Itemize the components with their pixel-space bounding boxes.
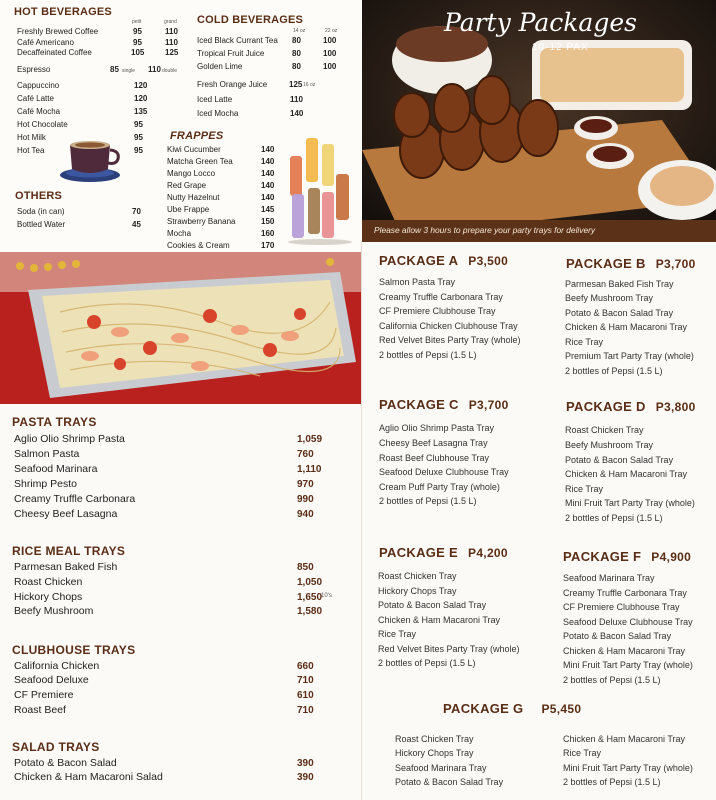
hot-beverages-title: HOT BEVERAGES (14, 6, 112, 18)
package-f-title (563, 549, 691, 564)
package-e-title (379, 545, 508, 560)
package-item: Seafood Deluxe Clubhouse Tray (379, 467, 509, 477)
cold-beverages-title: COLD BEVERAGES (197, 14, 304, 26)
menu-item-price: 150 (261, 217, 275, 226)
package-price: P4,200 (468, 546, 508, 560)
party-hero-image (362, 0, 716, 242)
menu-item-price: 125 (289, 80, 303, 89)
package-item: 2 bottles of Pepsi (1.5 L) (565, 366, 663, 376)
package-item: Roast Chicken Tray (395, 734, 474, 744)
package-item: Hickory Chops Tray (395, 748, 474, 758)
menu-item-name: Mocha (167, 229, 192, 238)
menu-item-price: 135 (134, 107, 148, 116)
tray-item-name: Roast Chicken (14, 576, 83, 588)
menu-item-name: Cookies & Cream (167, 241, 230, 250)
tray-item-price: 710 (297, 705, 314, 716)
package-item: Rice Tray (378, 629, 417, 639)
package-b-title (566, 256, 696, 271)
col-grand: grand (164, 19, 177, 25)
menu-item-price: 70 (132, 207, 141, 216)
tray-item-name: CF Premiere (14, 689, 74, 701)
party-heading: Party Packages (444, 8, 637, 37)
tray-item-name: Shrimp Pesto (14, 478, 78, 490)
package-item: 2 bottles of Pepsi (1.5 L) (563, 675, 661, 685)
package-name: PACKAGE E (379, 545, 459, 560)
package-item: Potato & Bacon Salad Tray (565, 308, 674, 318)
tray-item-price: 990 (297, 494, 314, 505)
package-item: Potato & Bacon Salad Tray (563, 631, 672, 641)
rice-meal-trays-title: RICE MEAL TRAYS (12, 544, 126, 558)
tray-item-name: Cheesy Beef Lasagna (14, 508, 118, 520)
menu-item-price: 140 (261, 157, 275, 166)
package-d-title (566, 399, 696, 414)
tray-item-note: 10's (321, 593, 332, 599)
package-c-title (379, 397, 509, 412)
menu-item-price: 100 (323, 49, 337, 58)
package-a-title (379, 253, 508, 268)
pasta-trays-title: PASTA TRAYS (12, 415, 97, 429)
package-item: California Chicken Clubhouse Tray (379, 321, 518, 331)
menu-item-price: 160 (261, 229, 275, 238)
menu-item-name: Hot Chocolate (17, 120, 68, 129)
menu-item-name: Golden Lime (197, 62, 243, 71)
col-22oz: 22 oz (325, 28, 338, 34)
coffee-cup-icon (58, 135, 124, 185)
package-price: P3,800 (655, 400, 696, 414)
tray-item-name: Potato & Bacon Salad (14, 757, 117, 769)
tray-item-price: 970 (297, 479, 314, 490)
menu-item-price: 105 (131, 48, 145, 57)
package-item: Potato & Bacon Salad Tray (378, 600, 487, 610)
tray-item-name: Beefy Mushroom (14, 605, 94, 617)
package-item: Red Velvet Bites Party Tray (whole) (378, 644, 520, 654)
package-item: Chicken & Ham Macaroni Tray (563, 646, 686, 656)
package-item: Creamy Truffle Carbonara Tray (563, 588, 687, 598)
package-item: Cheesy Beef Lasagna Tray (379, 438, 488, 448)
menu-item-name: Café Americano (17, 38, 74, 47)
tray-item-name: Aglio Olio Shrimp Pasta (14, 433, 125, 445)
package-item: Chicken & Ham Macaroni Tray (565, 322, 688, 332)
menu-item-name: Freshly Brewed Coffee (17, 27, 99, 36)
menu-item-name: Cappuccino (17, 81, 60, 90)
price-note: single (122, 68, 136, 74)
package-item: Roast Chicken Tray (565, 425, 644, 435)
menu-item-price: 95 (134, 133, 143, 142)
menu-item-price: 140 (261, 193, 275, 202)
menu-item-price: 170 (261, 241, 275, 250)
menu-item-name: Fresh Orange Juice (197, 80, 268, 89)
menu-item-name: Espresso (17, 65, 51, 74)
menu-item-name: Hot Tea (17, 146, 45, 155)
package-name: PACKAGE A (379, 253, 459, 268)
package-item: 2 bottles of Pepsi (1.5 L) (563, 777, 661, 787)
package-price: P3,700 (468, 398, 509, 412)
menu-item-price: 95 (134, 146, 143, 155)
menu-item-name: Kiwi Cucumber (167, 145, 221, 154)
tray-item-name: Parmesan Baked Fish (14, 561, 118, 573)
menu-item-name: Red Grape (167, 181, 207, 190)
package-item: Mini Fruit Tart Party Tray (whole) (563, 763, 693, 773)
party-subheading: 10-12 PAX (532, 42, 589, 53)
menu-item-name: Mango Locco (167, 169, 216, 178)
tray-item-price: 1,059 (297, 434, 323, 445)
package-item: Chicken & Ham Macaroni Tray (565, 469, 688, 479)
col-petit: petit (132, 19, 142, 25)
tray-item-price: 710 (297, 675, 314, 686)
tray-item-name: Seafood Marinara (14, 463, 98, 475)
menu-item-price: 140 (290, 109, 304, 118)
package-price: P3,500 (468, 254, 509, 268)
package-item: Seafood Marinara Tray (563, 573, 655, 583)
menu-item-name: Matcha Green Tea (167, 157, 233, 166)
menu-item-name: Strawberry Banana (167, 217, 236, 226)
package-item: Roast Beef Clubhouse Tray (379, 453, 490, 463)
package-item: Aglio Olio Shrimp Pasta Tray (379, 423, 495, 433)
menu-item-name: Café Mocha (17, 107, 61, 116)
package-item: 2 bottles of Pepsi (1.5 L) (379, 496, 477, 506)
package-item: 2 bottles of Pepsi (1.5 L) (378, 658, 476, 668)
tray-item-price: 660 (297, 661, 314, 672)
menu-item-price: 140 (261, 169, 275, 178)
package-item: 2 bottles of Pepsi (1.5 L) (379, 350, 477, 360)
package-item: Cream Puff Party Tray (whole) (379, 482, 500, 492)
tray-item-price: 610 (297, 690, 314, 701)
package-item: Mini Fruit Tart Party Tray (whole) (565, 498, 695, 508)
tray-item-price: 1,050 (297, 577, 323, 588)
package-item: Seafood Deluxe Clubhouse Tray (563, 617, 693, 627)
tray-item-price: 760 (297, 449, 314, 460)
menu-item-price: 140 (261, 145, 275, 154)
tray-item-price: 1,650 (297, 592, 323, 603)
menu-item-name: Tropical Fruit Juice (197, 49, 265, 58)
menu-item-price: 100 (323, 62, 337, 71)
others-title: OTHERS (15, 190, 63, 202)
package-item: Beefy Mushroom Tray (565, 293, 654, 303)
menu-item-price: 120 (134, 94, 148, 103)
package-item: Seafood Marinara Tray (395, 763, 487, 773)
menu-item-price: 120 (134, 81, 148, 90)
package-item: Potato & Bacon Salad Tray (565, 455, 674, 465)
package-item: CF Premiere Clubhouse Tray (563, 602, 680, 612)
clubhouse-trays-title: CLUBHOUSE TRAYS (12, 643, 136, 657)
menu-item-name: Bottled Water (17, 220, 66, 229)
package-item: Premium Tart Party Tray (whole) (565, 351, 694, 361)
tray-item-name: Creamy Truffle Carbonara (14, 493, 136, 505)
package-item: Salmon Pasta Tray (379, 277, 456, 287)
package-item: Mini Fruit Tart Party Tray (whole) (563, 660, 693, 670)
package-item: Parmesan Baked Fish Tray (565, 279, 674, 289)
package-name: PACKAGE D (566, 399, 646, 414)
price-note: double (162, 68, 178, 74)
package-item: Rice Tray (565, 484, 604, 494)
package-item: Chicken & Ham Macaroni Tray (378, 615, 501, 625)
tray-item-name: Hickory Chops (14, 591, 83, 603)
menu-item-price: 110 (165, 38, 178, 47)
salad-trays-title: SALAD TRAYS (12, 740, 100, 754)
tray-item-price: 1,110 (297, 464, 322, 475)
menu-item-price: 100 (323, 36, 337, 45)
menu-item-name: Iced Black Currant Tea (197, 36, 278, 45)
tray-item-name: California Chicken (14, 660, 100, 672)
menu-item-price: 80 (292, 62, 301, 71)
package-item: Beefy Mushroom Tray (565, 440, 654, 450)
menu-item-price: 110 (148, 65, 161, 74)
tray-item-price: 390 (297, 772, 314, 783)
frappes-title: FRAPPES (170, 130, 224, 142)
menu-item-price: 45 (132, 220, 141, 229)
package-item: Chicken & Ham Macaroni Tray (563, 734, 686, 744)
tray-item-name: Roast Beef (14, 704, 66, 716)
menu-item-name: Café Latte (17, 94, 54, 103)
menu-item-price: 110 (165, 27, 178, 36)
menu-item-price: 145 (261, 205, 275, 214)
menu-item-name: Decaffeinated Coffee (17, 48, 92, 57)
menu-item-price: 140 (261, 181, 275, 190)
menu-item-price: 95 (133, 38, 142, 47)
menu-item-name: Iced Latte (197, 95, 233, 104)
tray-item-name: Chicken & Ham Macaroni Salad (14, 771, 163, 783)
tray-item-name: Salmon Pasta (14, 448, 80, 460)
col-14oz: 14 oz (293, 28, 306, 34)
package-name: PACKAGE G (443, 701, 524, 716)
pasta-tray-svg (0, 252, 362, 404)
package-item: Rice Tray (563, 748, 602, 758)
menu-item-price: 80 (292, 49, 301, 58)
menu-item-name: Ube Frappe (167, 205, 210, 214)
menu-item-name: Iced Mocha (197, 109, 239, 118)
frappe-glasses-icon (284, 134, 356, 246)
party-notice: Please allow 3 hours to prepare your party trays for delivery (374, 225, 596, 235)
package-item: Creamy Truffle Carbonara Tray (379, 292, 503, 302)
tray-item-price: 940 (297, 509, 314, 520)
package-item: CF Premiere Clubhouse Tray (379, 306, 496, 316)
menu-item-price: 95 (134, 120, 143, 129)
menu-item-price: 95 (133, 27, 142, 36)
package-name: PACKAGE C (379, 397, 459, 412)
menu-item-price: 85 (110, 65, 119, 74)
pasta-tray-image (0, 252, 362, 404)
package-item: Red Velvet Bites Party Tray (whole) (379, 335, 521, 345)
tray-item-price: 850 (297, 562, 314, 573)
price-note: 16 oz (303, 82, 316, 88)
package-price: P3,700 (655, 257, 696, 271)
package-price: P5,450 (541, 702, 582, 716)
package-price: P4,900 (651, 550, 692, 564)
tray-item-price: 1,580 (297, 606, 323, 617)
beverage-panel (0, 0, 362, 252)
menu-item-name: Hot Milk (17, 133, 46, 142)
package-item: Potato & Bacon Salad Tray (395, 777, 504, 787)
tray-item-price: 390 (297, 758, 314, 769)
package-g-title (443, 701, 581, 716)
menu-item-price: 110 (290, 95, 303, 104)
tray-item-name: Seafood Deluxe (14, 674, 89, 686)
menu-item-name: Nutty Hazelnut (167, 193, 220, 202)
package-name: PACKAGE B (566, 256, 646, 271)
menu-item-price: 80 (292, 36, 301, 45)
menu-item-price: 125 (165, 48, 179, 57)
package-item: Roast Chicken Tray (378, 571, 457, 581)
package-item: Hickory Chops Tray (378, 586, 457, 596)
package-name: PACKAGE F (563, 549, 642, 564)
column-divider (361, 242, 362, 800)
package-item: Rice Tray (565, 337, 604, 347)
menu-item-name: Soda (in can) (17, 207, 65, 216)
package-item: 2 bottles of Pepsi (1.5 L) (565, 513, 663, 523)
